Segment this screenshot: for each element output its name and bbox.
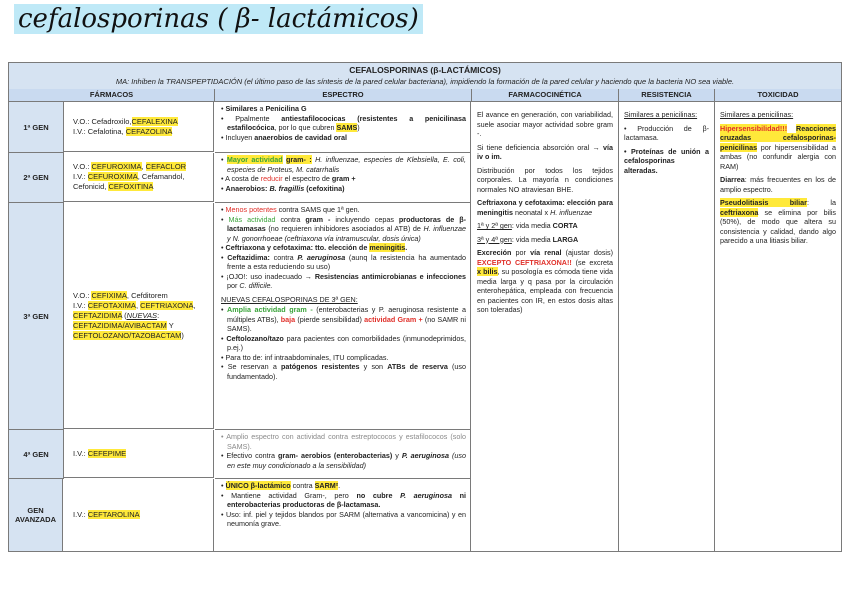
toxicity-title: Similares a penicilinas: [720, 110, 794, 119]
spectrum-item: • Mayor actividad gram- : H. influenzae, especies de Klebsiella, E. coli, especies de Proteus, M. catarrhalis [227, 155, 466, 174]
toxicity-item: Pseudolitiasis biliar: la ceftriaxona se elimina por bilis (50%), de modo que altera su consistencia y calidad, dando algo parecido a una litiasis biliar. [720, 198, 836, 245]
drug-line: V.O.: CEFIXIMA, Cefditorem [73, 290, 168, 300]
spectrum-item: • Menos potentes contra SAMS que 1ª gen. [227, 205, 466, 215]
pk-item: 1ª y 2ª gen: vida media CORTA [477, 221, 578, 230]
drugs-gen3 [64, 203, 214, 429]
spectrum-gen2 [215, 153, 471, 203]
gen-label-1: 1ª GEN [9, 102, 64, 153]
drugs-gen4 [64, 430, 214, 478]
column-header-toxicidad: TOXICIDAD [715, 89, 841, 102]
gen-label-3: 3ª GEN [9, 203, 64, 430]
drug-line: I.V.: CEFEPIME [73, 448, 127, 458]
resistance-title: Similares a penicilinas: [624, 110, 698, 119]
column-header-resistencia: RESISTENCIA [619, 89, 715, 102]
spectrum-gen-advanced [215, 479, 471, 551]
drug-line: CEFTOLOZANO/TAZOBACTAM) [73, 330, 184, 340]
drug-line: V.O.: CEFUROXIMA, CEFACLOR [73, 162, 187, 171]
drug-line: CEFTAZIDIMA (NUEVAS: [73, 310, 160, 320]
spectrum-item: • A costa de reducir el espectro de gram + [227, 174, 466, 184]
column-header-espectro: ESPECTRO [215, 89, 472, 102]
spectrum-item: • Ceftriaxona y cefotaxima: tto. elección de meningitis. [227, 243, 466, 253]
gen-label-4: 4ª GEN [9, 430, 64, 479]
table-heading: CEFALOSPORINAS (β-LACTÁMICOS) [349, 65, 501, 75]
drugs-gen1 [64, 102, 214, 152]
pk-item: Excreción por vía renal (ajustar dosis) EXCEPTO CEFTRIAXONA!! (se excreta x bilis, su posología es cómoda tiene vida media larga y q pasa por la circulación enterohepática, empleada con frecuencia en pacientes con IR, en estos dosis altas son toleradas) [477, 248, 613, 314]
toxicity-item: Hipersensibilidad!!! Reacciones cruzadas cefalosporinas-penicilinas por hipersensibilidad a ambas (no confundir alergia con RAM) [720, 123, 836, 171]
spectrum-item: • Uso: inf. piel y tejidos blandos por SARM (alternativa a vancomicina) y en neumonía grave. [227, 510, 466, 529]
spectrum-item: • Mantiene actividad Gram-, pero no cubre P. aeruginosa ni enterobacterias productoras de β-lactamasa. [227, 491, 466, 510]
spectrum-item: • Incluyen anaerobios de cavidad oral [227, 133, 466, 143]
page-title: cefalosporinas ( β- lactámicos) [14, 4, 423, 48]
spectrum-gen1 [215, 102, 471, 153]
spectrum-item: • ¡OJO!: uso inadecuado → Resistencias antimicrobianas e infecciones por C. difficile. [227, 272, 466, 291]
toxicity-cell [715, 102, 841, 551]
spectrum-item: • Ppalmente antiestafilococicas (resistentes a penicilinasa estafilocócica, por lo que cubren SAMS) [227, 114, 466, 133]
pk-item: El avance en generación, con variabilidad, suele asociar mayor actividad sobre gram -. [477, 110, 613, 138]
gen-label-2: 2ª GEN [9, 153, 64, 203]
cephalosporin-table [8, 62, 842, 552]
drug-line: I.V.: Cefalotina, CEFAZOLINA [73, 126, 173, 136]
drug-line: V.O.: Cefadroxilo,CEFALEXINA [73, 116, 178, 126]
column-header-farmacocinetica: FARMACOCINÉTICA [472, 89, 619, 102]
new-gen3-title: NUEVAS CEFALOSPORINAS DE 3ª GEN: [221, 294, 358, 304]
resistance-item: • Producción de β-lactamasa. [624, 123, 709, 142]
drug-line: I.V.: CEFUROXIMA, Cefamandol, [73, 172, 185, 181]
resistance-cell [619, 102, 715, 551]
drug-line: Cefonicid, CEFOXITINA [73, 182, 154, 191]
drug-line: CEFTAZIDIMA/AVIBACTAM Y [73, 320, 174, 330]
spectrum-item: • Similares a Penicilina G [227, 104, 466, 114]
pk-item: Distribución por todos los tejidos corporales. La mayoría n condiciones normales NO atraviesan BHE. [477, 165, 613, 194]
spectrum-item: • Efectivo contra gram- aerobios (enterobacterias) y P. aeruginosa (uso en este muy condicionado a la sensibilidad) [227, 451, 466, 470]
gen-label-advanced: GEN AVANZADA [9, 479, 63, 551]
spectrum-gen4 [215, 430, 471, 479]
pharmacokinetics-cell [472, 102, 619, 551]
pk-item: 3ª y 4ª gen: vida media LARGA [477, 234, 579, 244]
column-header-farmacos: FÁRMACOS [9, 89, 215, 102]
spectrum-item: • Ceftolozano/tazo para pacientes con comorbilidades (inmunodeprimidos, p.ej.) [227, 334, 466, 353]
table-header [9, 63, 841, 90]
spectrum-item: • Ceftazidima: contra P. aeruginosa (aunq la resistencia ha aumentado frente a esta reduciendo su uso) [227, 253, 466, 272]
spectrum-item: • Anaerobios: B. fragillis (cefoxitina) [227, 184, 466, 194]
toxicity-item: Diarrea: más frecuentes en los de amplio espectro. [720, 175, 836, 194]
spectrum-item: • Se reservan a patógenos resistentes y son ATBs de reserva (uso fundamentado). [227, 362, 466, 381]
spectrum-item: • ÚNICO β-lactámico contra SARM². [227, 481, 466, 491]
spectrum-item: • Para tto de: inf intraabdominales, ITU complicadas. [227, 353, 466, 363]
pk-item: Ceftriaxona y cefotaxima: elección para meningitis neonatal x H. influenzae [477, 198, 613, 217]
spectrum-gen3 [215, 203, 471, 430]
pk-item: Si tiene deficiencia absorción oral → vía iv o im. [477, 142, 613, 161]
mechanism-text: MA: Inhiben la TRANSPEPTIDACIÓN (el último paso de las síntesis de la pared celular bacteriana), impidiendo la formación de la pared celular y haciendo que la bacteria NO sea viable. [115, 77, 735, 86]
drug-line: I.V.: CEFOTAXIMA, CEFTRIAXONA, [73, 300, 196, 310]
drugs-gen-advanced [64, 479, 214, 551]
spectrum-item: • Amplia actividad gram - (enterobacterias y P. aeruginosa resistente a múltiples ATBs), baja (pierde sensibilidad) actividad Gram + (no SAMR ni SAMS). [227, 305, 466, 334]
spectrum-item: • Amplio espectro con actividad contra estreptococos y estafilococos (solo SAMS). [227, 432, 466, 451]
resistance-item: • Proteínas de unión a cefalosporinas alteradas. [624, 146, 709, 175]
drug-line: I.V.: CEFTAROLINA [73, 510, 140, 519]
drugs-gen2 [64, 153, 214, 202]
spectrum-item: • Más actividad contra gram - incluyendo cepas productoras de β-lactamasas (no requieren inhibidores asociados al ATB) de H. influenzae y N. gonorrhoeae (ceftriaxona vía intramuscular, dosis única) [227, 215, 466, 244]
